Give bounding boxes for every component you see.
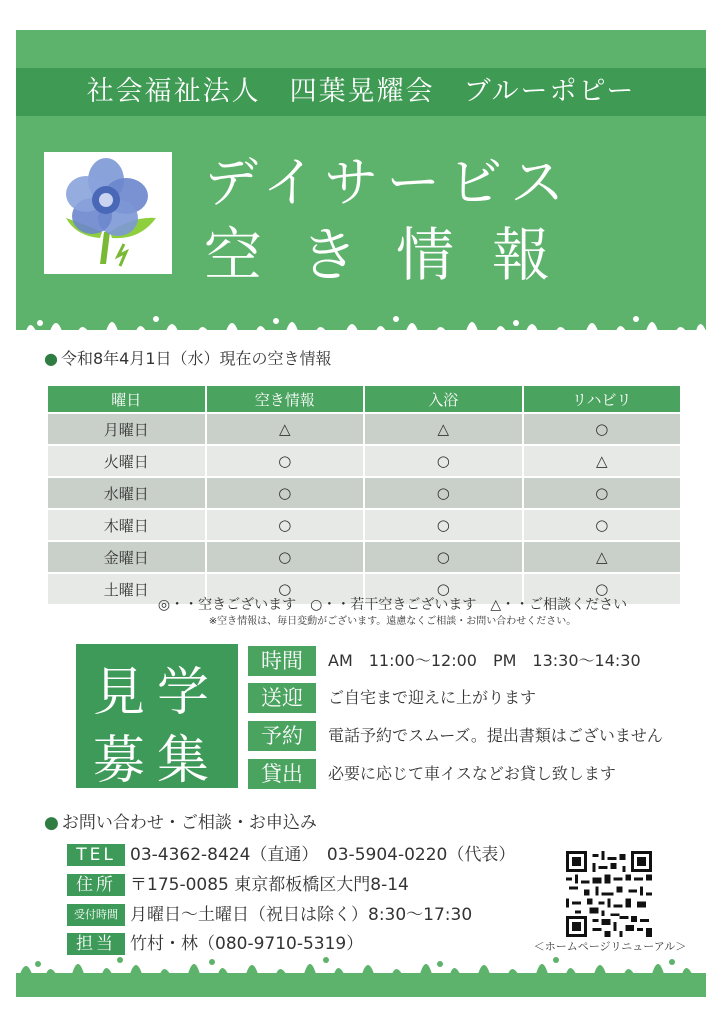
- rehab-cell: ○: [523, 509, 681, 541]
- contact-heading-text: お問い合わせ・ご相談・お申込み: [61, 813, 317, 833]
- logo: [44, 152, 172, 274]
- day-cell: 金曜日: [48, 541, 206, 573]
- availability-note: ※空き情報は、毎日変動がございます。遠慮なくご相談・お問い合わせください。: [208, 616, 577, 627]
- visit-recruitment-box: [76, 644, 238, 791]
- pickup-label: 送迎: [248, 683, 316, 713]
- rehab-cell: △: [523, 445, 681, 477]
- visit-title-line2: 募集: [92, 731, 221, 791]
- day-cell: 木曜日: [48, 509, 206, 541]
- address-text: 〒175-0085 東京都板橋区大門8-14: [130, 875, 409, 895]
- reservation-label: 予約: [248, 721, 316, 751]
- column-header-day: 曜日: [48, 386, 206, 413]
- bath-cell: ○: [364, 477, 523, 509]
- time-text: AM 11:00〜12:00 PM 13:30〜14:30: [328, 651, 641, 670]
- table-row: [48, 445, 680, 477]
- day-cell: 月曜日: [48, 413, 206, 445]
- column-header-bath: 入浴: [364, 386, 523, 413]
- availability-heading: [44, 346, 332, 369]
- hours-label: 受付時間: [67, 904, 125, 926]
- vacancy-cell: ○: [206, 477, 365, 509]
- main-title-line2: 空き情報: [204, 221, 589, 289]
- rehab-cell: ○: [523, 477, 681, 509]
- lending-text: 必要に応じて車イスなどお貸し致します: [328, 764, 616, 783]
- rehab-cell: ○: [523, 573, 681, 604]
- pickup-text: ご自宅まで迎えに上がります: [328, 688, 537, 707]
- organization-name: 社会福祉法人 四葉晃耀会 ブルーポピー: [86, 76, 636, 107]
- main-title-line1: デイサービス: [204, 151, 573, 214]
- table-header-row: [48, 386, 680, 413]
- bath-cell: ○: [364, 509, 523, 541]
- day-cell: 土曜日: [48, 573, 206, 604]
- table-row: [48, 477, 680, 509]
- address-label: 住所: [67, 874, 125, 896]
- column-header-rehab: リハビリ: [523, 386, 681, 413]
- rehab-cell: ○: [523, 413, 681, 445]
- contact-heading: [44, 808, 317, 833]
- visit-title-line1: 見学: [92, 663, 221, 723]
- blue-poppy-flower-icon: [44, 152, 172, 274]
- vacancy-cell: ○: [206, 541, 365, 573]
- hours-text: 月曜日〜土曜日（祝日は除く）8:30〜17:30: [130, 905, 473, 925]
- rehab-cell: △: [523, 541, 681, 573]
- qr-code-icon[interactable]: [566, 851, 652, 937]
- vacancy-cell: ○: [206, 445, 365, 477]
- bath-cell: ○: [364, 573, 523, 604]
- bullet-icon: ●: [44, 813, 59, 833]
- tel-numbers[interactable]: 03-4362-8424（直通） 03-5904-0220（代表）: [130, 845, 516, 865]
- day-cell: 火曜日: [48, 445, 206, 477]
- tel-label: TEL: [67, 844, 125, 866]
- staff-label: 担当: [67, 933, 125, 955]
- table-row: [48, 541, 680, 573]
- footer-band: [16, 973, 706, 997]
- availability-table: [48, 386, 680, 604]
- bullet-icon: ●: [44, 349, 58, 368]
- bath-cell: ○: [364, 445, 523, 477]
- lending-label: 貸出: [248, 759, 316, 789]
- column-header-vacancy: 空き情報: [206, 386, 365, 413]
- vacancy-cell: △: [206, 413, 365, 445]
- staff-text: 竹村・林（080-9710-5319）: [130, 934, 364, 954]
- day-cell: 水曜日: [48, 477, 206, 509]
- vacancy-cell: ○: [206, 573, 365, 604]
- leaf-border-top: [16, 305, 706, 339]
- bath-cell: △: [364, 413, 523, 445]
- vacancy-cell: ○: [206, 509, 365, 541]
- symbol-legend: ◎・・空きございます ○・・若干空きございます △・・ご相談ください: [157, 597, 628, 613]
- qr-caption: ＜ホームページリニューアル＞: [533, 940, 687, 953]
- reservation-text: 電話予約でスムーズ。提出書類はございません: [328, 726, 663, 745]
- availability-heading-text: 令和8年4月1日（水）現在の空き情報: [60, 349, 332, 368]
- time-label: 時間: [248, 646, 316, 676]
- table-row: [48, 413, 680, 445]
- table-row: [48, 509, 680, 541]
- bath-cell: ○: [364, 541, 523, 573]
